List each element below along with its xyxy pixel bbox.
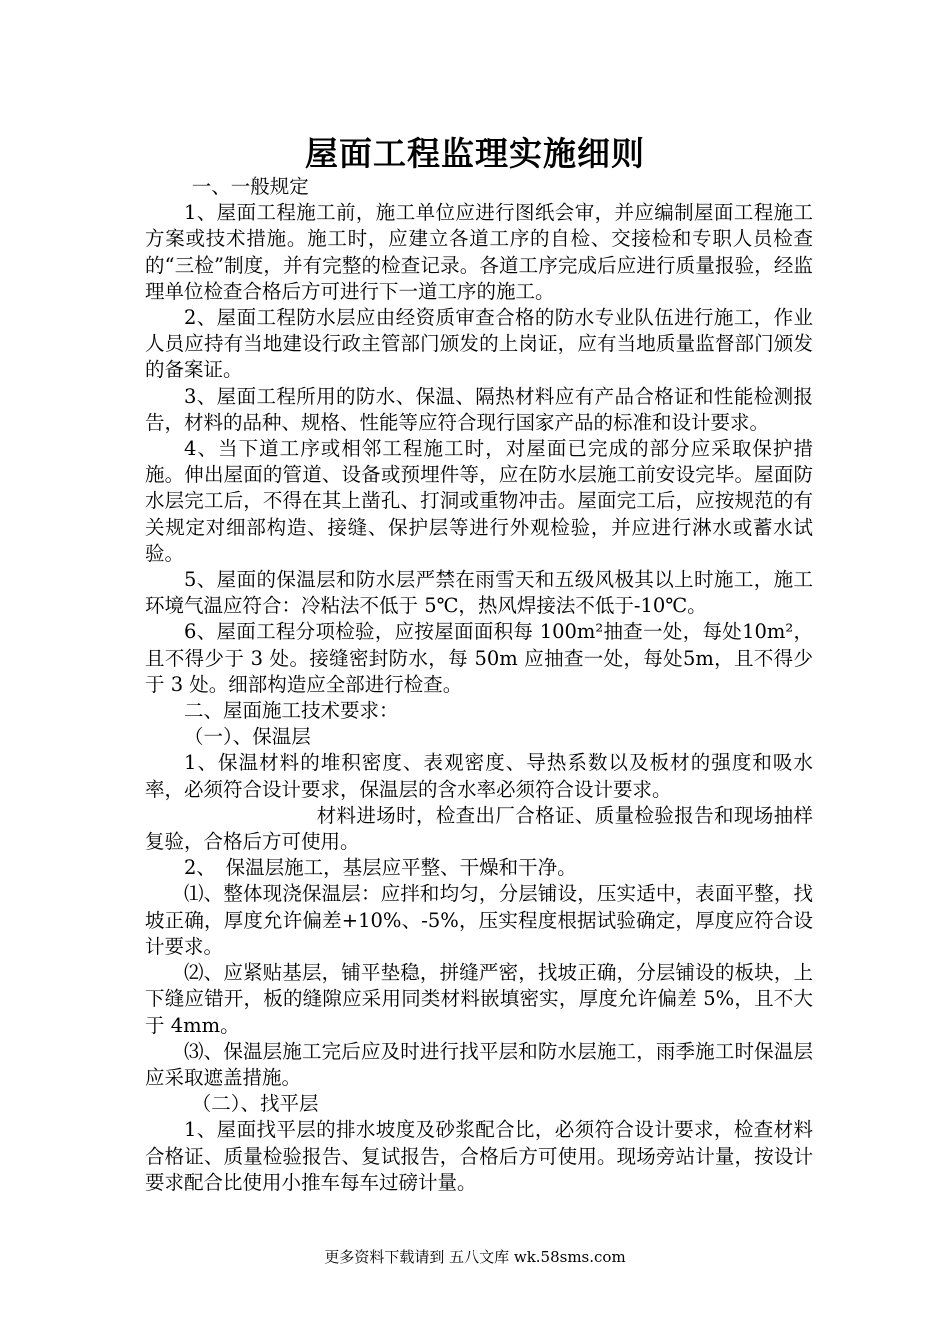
paragraph: 3、屋面工程所用的防水、保温、隔热材料应有产品合格证和性能检测报告，材料的品种、规格、性能等应符合现行国家产品的标准和设计要求。	[145, 384, 813, 434]
subsection-heading-leveling: （二）、找平层	[191, 1092, 319, 1116]
subsection-heading-insulation: （一）、保温层	[184, 725, 311, 749]
document-body	[145, 174, 813, 1196]
paragraph: 2、屋面工程防水层应由经资质审查合格的防水专业队伍进行施工，作业人员应持有当地建设行政主管部门颁发的上岗证，应有当地质量监督部门颁发的备案证。	[145, 306, 813, 382]
paragraph: 2、 保温层施工，基层应平整、干燥和干净。	[184, 856, 577, 880]
paragraph: 1、屋面找平层的排水坡度及砂浆配合比，必须符合设计要求，检查材料合格证、质量检验报告、复试报告，合格后方可使用。现场旁站计量，按设计要求配合比使用小推车每车过磅计量。	[145, 1118, 813, 1194]
section-heading-technical: 二、屋面施工技术要求：	[184, 699, 399, 723]
document-title: 屋面工程监理实施细则	[305, 134, 645, 173]
paragraph: 5、屋面的保温层和防水层严禁在雨雪天和五级风极其以上时施工，施工环境气温应符合：冷粘法不低于 5℃，热风焊接法不低于-10℃。	[145, 568, 813, 618]
paragraph: ⑶、保温层施工完后应及时进行找平层和防水层施工，雨季施工时保温层应采取遮盖措施。	[145, 1039, 813, 1089]
footer-source-note: 更多资料下载请到 五八文库 wk.58sms.com	[324, 1248, 626, 1266]
paragraph: 1、屋面工程施工前，施工单位应进行图纸会审，并应编制屋面工程施工方案或技术措施。施工时，应建立各道工序的自检、交接检和专职人员检查的“三检”制度，并有完整的检查记录。各道工序完成后应进行质量报验，经监理单位检查合格后方可进行下一道工序的施工。	[145, 201, 813, 303]
paragraph: 材料进场时，检查出厂合格证、质量检验报告和现场抽样复验，合格后方可使用。	[145, 803, 813, 854]
paragraph: 4、当下道工序或相邻工程施工时，对屋面已完成的部分应采取保护措施。伸出屋面的管道、设备或预埋件等，应在防水层施工前安设完毕。屋面防水层完工后，不得在其上凿孔、打洞或重物冲击。屋面完工后，应按规范的有关规定对细部构造、接缝、保护层等进行外观检验，并应进行淋水或蓄水试验。	[145, 437, 813, 565]
paragraph: 1、保温材料的堆积密度、表观密度、导热系数以及板材的强度和吸水率，必须符合设计要求，保温层的含水率必须符合设计要求。	[145, 751, 813, 801]
paragraph: ⑴、整体现浇保温层：应拌和均匀，分层铺设，压实适中，表面平整，找坡正确，厚度允许偏差+10%、-5%，压实程度根据试验确定，厚度应符合设计要求。	[145, 882, 813, 958]
section-heading-general: 一、一般规定	[191, 175, 309, 198]
paragraph: ⑵、应紧贴基层，铺平垫稳，拼缝严密，找坡正确，分层铺设的板块，上下缝应错开，板的缝隙应采用同类材料嵌填密实，厚度允许偏差 5%，且不大于 4mm。	[145, 961, 813, 1037]
paragraph: 6、屋面工程分项检验，应按屋面面积每 100m²抽查一处，每处10m²，且不得少于 3 处。接缝密封防水，每 50m 应抽查一处，每处5m，且不得少于 3 处。细部构造应全部进行检查。	[145, 620, 813, 696]
